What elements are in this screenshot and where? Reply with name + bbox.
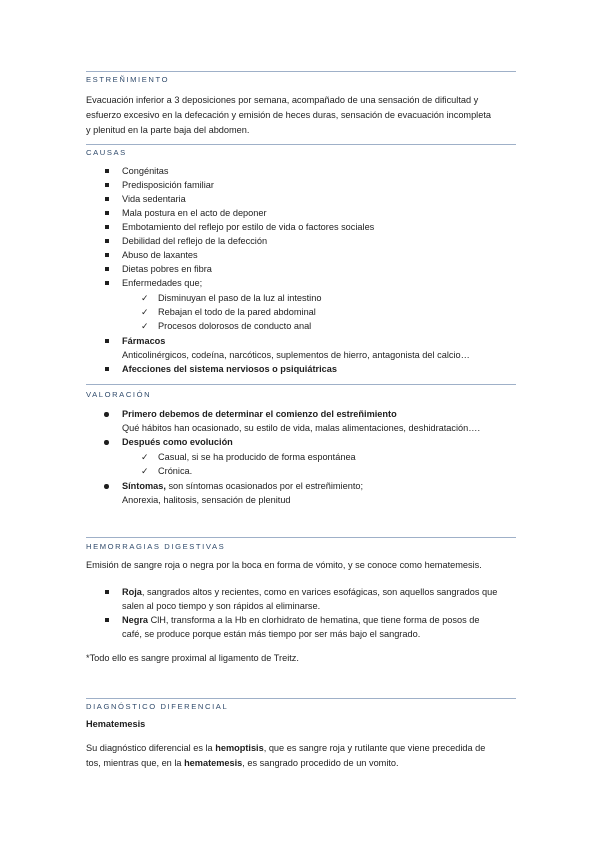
- text-span: , que es sangre roja y rutilante que viene precedida de: [263, 743, 486, 753]
- valoracion-item-1: Primero debemos de determinar el comienzo del estreñimiento: [122, 409, 397, 419]
- checkmark-icon: ✓: [141, 321, 149, 331]
- sub-list-item: Disminuyan el paso de la luz al intestino: [158, 293, 322, 303]
- sub-list-item: Casual, si se ha producido de forma espontánea: [158, 452, 356, 462]
- hemorragia-roja-cont: salen al poco tiempo y son rápidos al eliminarse.: [122, 601, 321, 611]
- round-bullet-icon: [104, 484, 109, 489]
- valoracion-item-3: [122, 479, 363, 493]
- section-rule: [86, 537, 516, 538]
- section-rule: [86, 144, 516, 145]
- list-item: Predisposición familiar: [122, 180, 214, 190]
- list-item: Abuso de laxantes: [122, 250, 198, 260]
- sintomas-text: son síntomas ocasionados por el estreñimiento;: [165, 481, 364, 491]
- checkmark-icon: ✓: [141, 307, 149, 317]
- list-item: Dietas pobres en fibra: [122, 264, 212, 274]
- checkmark-icon: ✓: [141, 452, 149, 462]
- square-bullet-icon: [105, 267, 109, 271]
- checkmark-icon: ✓: [141, 293, 149, 303]
- diagnostico-line-2: [86, 756, 399, 770]
- sub-list-item: Rebajan el todo de la pared abdominal: [158, 307, 316, 317]
- square-bullet-icon: [105, 253, 109, 257]
- checkmark-icon: ✓: [141, 466, 149, 476]
- list-item: Vida sedentaria: [122, 194, 186, 204]
- section-title-causas: CAUSAS: [86, 148, 127, 157]
- valoracion-item-2: Después como evolución: [122, 437, 233, 447]
- list-item-farmacos: Fármacos: [122, 336, 166, 346]
- sintomas-label: Síntomas,: [122, 481, 166, 491]
- hemorragia-roja: [122, 585, 497, 599]
- list-item-afecciones: Afecciones del sistema nerviosos o psiquiátricas: [122, 364, 337, 374]
- roja-text: , sangrados altos y recientes, como en varices esofágicas, son aquellos sangrados que: [141, 587, 498, 597]
- list-item: Embotamiento del reflejo por estilo de vida o factores sociales: [122, 222, 375, 232]
- negra-label: Negra: [122, 615, 149, 625]
- square-bullet-icon: [105, 590, 109, 594]
- square-bullet-icon: [105, 618, 109, 622]
- list-item: Debilidad del reflejo de la defección: [122, 236, 268, 246]
- text-span: , es sangrado procedido de un vomito.: [242, 758, 399, 768]
- list-item: Congénitas: [122, 166, 169, 176]
- section-rule: [86, 71, 516, 72]
- square-bullet-icon: [105, 211, 109, 215]
- hemorragia-negra-cont: café, se produce porque están más tiempo por ser más bajo el sangrado.: [122, 629, 421, 639]
- round-bullet-icon: [104, 412, 109, 417]
- diagnostico-line-1: [86, 741, 485, 755]
- square-bullet-icon: [105, 225, 109, 229]
- list-item: Mala postura en el acto de deponer: [122, 208, 267, 218]
- section-title-diagnostico: DIAGNÓSTICO DIFERENCIAL: [86, 702, 229, 711]
- square-bullet-icon: [105, 367, 109, 371]
- round-bullet-icon: [104, 440, 109, 445]
- square-bullet-icon: [105, 197, 109, 201]
- square-bullet-icon: [105, 183, 109, 187]
- list-item: Enfermedades que;: [122, 278, 203, 288]
- section-title-estrenimiento: ESTREÑIMIENTO: [86, 75, 170, 84]
- section-rule: [86, 384, 516, 385]
- square-bullet-icon: [105, 339, 109, 343]
- section-rule: [86, 698, 516, 699]
- section-title-hemorragias: HEMORRAGIAS DIGESTIVAS: [86, 542, 226, 551]
- hemorragia-negra: [122, 613, 480, 627]
- valoracion-item-1-detail: Qué hábitos han ocasionado, su estilo de vida, malas alimentaciones, deshidratación….: [122, 423, 481, 433]
- intro-line: esfuerzo excesivo en la defecación y emisión de heces duras, sensación de evacuación incompleta: [86, 110, 491, 120]
- negra-text: ClH, transforma a la Hb en clorhidrato de hematina, que tiene forma de posos de: [148, 615, 480, 625]
- hemoptisis-term: hemoptisis: [215, 743, 264, 753]
- square-bullet-icon: [105, 169, 109, 173]
- sub-list-item: Procesos dolorosos de conducto anal: [158, 321, 312, 331]
- text-span: Su diagnóstico diferencial es la: [86, 743, 216, 753]
- diagnostico-subtitle: Hematemesis: [86, 719, 146, 729]
- hematemesis-term: hematemesis: [184, 758, 243, 768]
- roja-label: Roja: [122, 587, 142, 597]
- square-bullet-icon: [105, 239, 109, 243]
- intro-line: Evacuación inferior a 3 deposiciones por semana, acompañado de una sensación de dificultad y: [86, 95, 479, 105]
- hemorragias-intro: Emisión de sangre roja o negra por la boca en forma de vómito, y se conoce como hematemesis.: [86, 560, 482, 570]
- sub-list-item: Crónica.: [158, 466, 193, 476]
- farmacos-detail: Anticolinérgicos, codeína, narcóticos, suplementos de hierro, antagonista del calcio…: [122, 350, 470, 360]
- square-bullet-icon: [105, 281, 109, 285]
- text-span: tos, mientras que, en la: [86, 758, 185, 768]
- section-title-valoracion: VALORACIÓN: [86, 390, 152, 399]
- hemorragias-note: *Todo ello es sangre proximal al ligamento de Treitz.: [86, 653, 299, 663]
- intro-line: y plenitud en la parte baja del abdomen.: [86, 125, 250, 135]
- valoracion-item-3-detail: Anorexia, halitosis, sensación de plenitud: [122, 495, 291, 505]
